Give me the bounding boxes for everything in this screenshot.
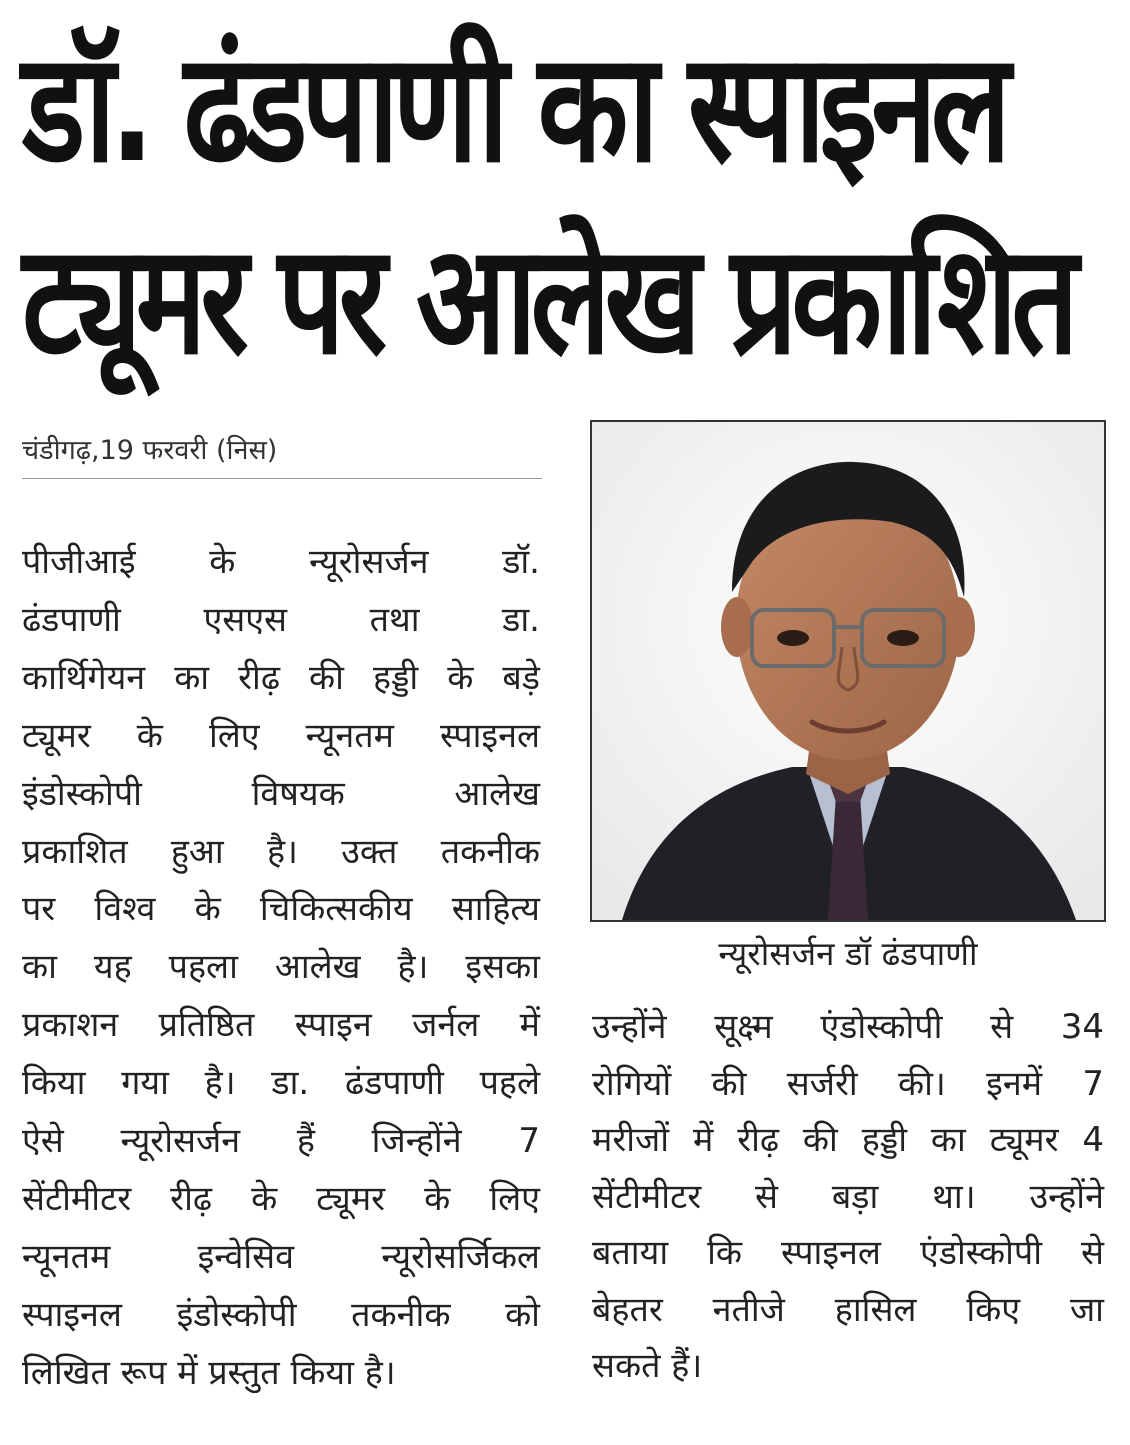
body-line: सेंटीमीटर रीढ़ के ट्यूमर के लिए — [22, 1178, 540, 1219]
left-column-body — [22, 534, 540, 1403]
right-column-body — [592, 999, 1104, 1395]
body-line: सेंटीमीटर से बड़ा था। उन्होंने — [592, 1176, 1104, 1217]
body-line: पर विश्व के चिकित्सकीय साहित्य — [22, 889, 540, 930]
body-line: बताया कि स्पाइनल एंडोस्कोपी से — [592, 1233, 1104, 1273]
body-line: ढंडपाणी एसएस तथा डा. — [22, 599, 540, 640]
body-line: इंडोस्कोपी विषयक आलेख — [22, 773, 540, 814]
portrait-illustration — [592, 422, 1104, 920]
body-line: बेहतर नतीजे हासिल किए जा — [592, 1289, 1104, 1330]
body-line: ट्यूमर के लिए न्यूनतम स्पाइनल — [22, 715, 540, 756]
body-line: लिखित रूप में प्रस्तुत किया है। — [22, 1352, 396, 1393]
body-line: पीजीआई के न्यूरोसर्जन डॉ. — [22, 542, 540, 582]
body-line: कार्थिगेयन का रीढ़ की हड्डी के बड़े — [22, 657, 540, 698]
body-line: सकते हैं। — [592, 1346, 703, 1386]
body-line: किया गया है। डा. ढंडपाणी पहले — [22, 1063, 540, 1104]
body-line: न्यूनतम इन्वेसिव न्यूरोसर्जिकल — [22, 1236, 540, 1277]
body-line: उन्होंने सूक्ष्म एंडोस्कोपी से 34 — [592, 1007, 1104, 1047]
photo-caption: न्यूरोसर्जन डॉ ढंडपाणी — [718, 934, 978, 973]
headline-line-2: ट्यूमर पर आलेख प्रकाशित — [22, 211, 1073, 388]
body-line: रोगियों की सर्जरी की। इनमें 7 — [592, 1063, 1104, 1104]
body-line: ऐसे न्यूरोसर्जन हैं जिन्होंने 7 — [22, 1121, 540, 1162]
body-line: का यह पहला आलेख है। इसका — [22, 947, 540, 988]
body-line: मरीजों में रीढ़ की हड्डी का ट्यूमर 4 — [592, 1120, 1104, 1160]
headline-line-1: डॉ. ढंडपाणी का स्पाइनल — [22, 19, 1005, 196]
body-line: प्रकाशित हुआ है। उक्त तकनीक — [22, 831, 540, 872]
dateline: चंडीगढ़,19 फरवरी (निस) — [22, 435, 278, 466]
portrait-photo — [590, 420, 1106, 922]
body-line: स्पाइनल इंडोस्कोपी तकनीक को — [22, 1294, 540, 1335]
dateline-rule — [22, 478, 542, 479]
body-line: प्रकाशन प्रतिष्ठित स्पाइन जर्नल में — [22, 1005, 540, 1046]
